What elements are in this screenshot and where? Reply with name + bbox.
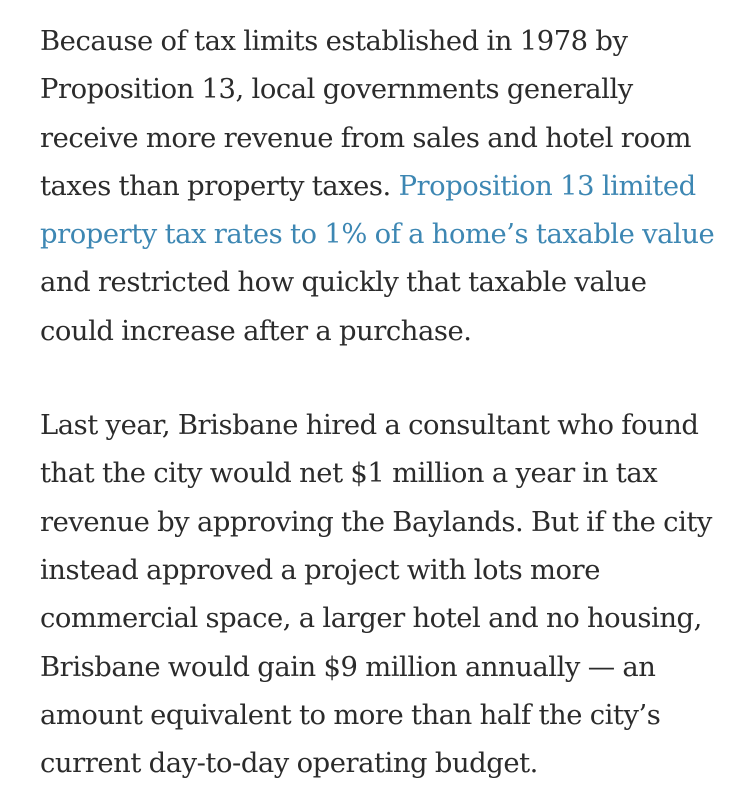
proposition-13-link[interactable]: Proposition 13 limited (398, 170, 696, 202)
proposition-13-link-continued[interactable]: property tax rates to 1% of a home’s taxable value (40, 219, 715, 251)
text-segment: taxes than property taxes. (40, 170, 391, 202)
text-line: Because of tax limits established in 1978 by (40, 26, 628, 57)
text-line: that the city would net $1 million a year in tax (40, 458, 658, 490)
text-line: Last year, Brisbane hired a consultant who found (40, 410, 699, 442)
text-line: Proposition 13, local governments generally (40, 74, 633, 106)
text-line: and restricted how quickly that taxable value (40, 267, 647, 299)
text-line: current day-to-day operating budget. (40, 748, 538, 780)
paragraph-proposition-13 (40, 18, 730, 356)
text-line-link (40, 211, 730, 259)
text-line: instead approved a project with lots more (40, 554, 600, 586)
text-line: receive more revenue from sales and hotel room (40, 122, 692, 154)
text-line: Brisbane would gain $9 million annually — an (40, 651, 656, 683)
text-line-with-link (40, 163, 730, 211)
article-body (40, 18, 730, 788)
text-line: revenue by approving the Baylands. But if the city (40, 506, 712, 538)
text-line: could increase after a purchase. (40, 315, 472, 347)
text-line: amount equivalent to more than half the city’s (40, 699, 661, 731)
text-line: commercial space, a larger hotel and no housing, (40, 603, 702, 635)
paragraph-brisbane-consultant (40, 402, 730, 788)
